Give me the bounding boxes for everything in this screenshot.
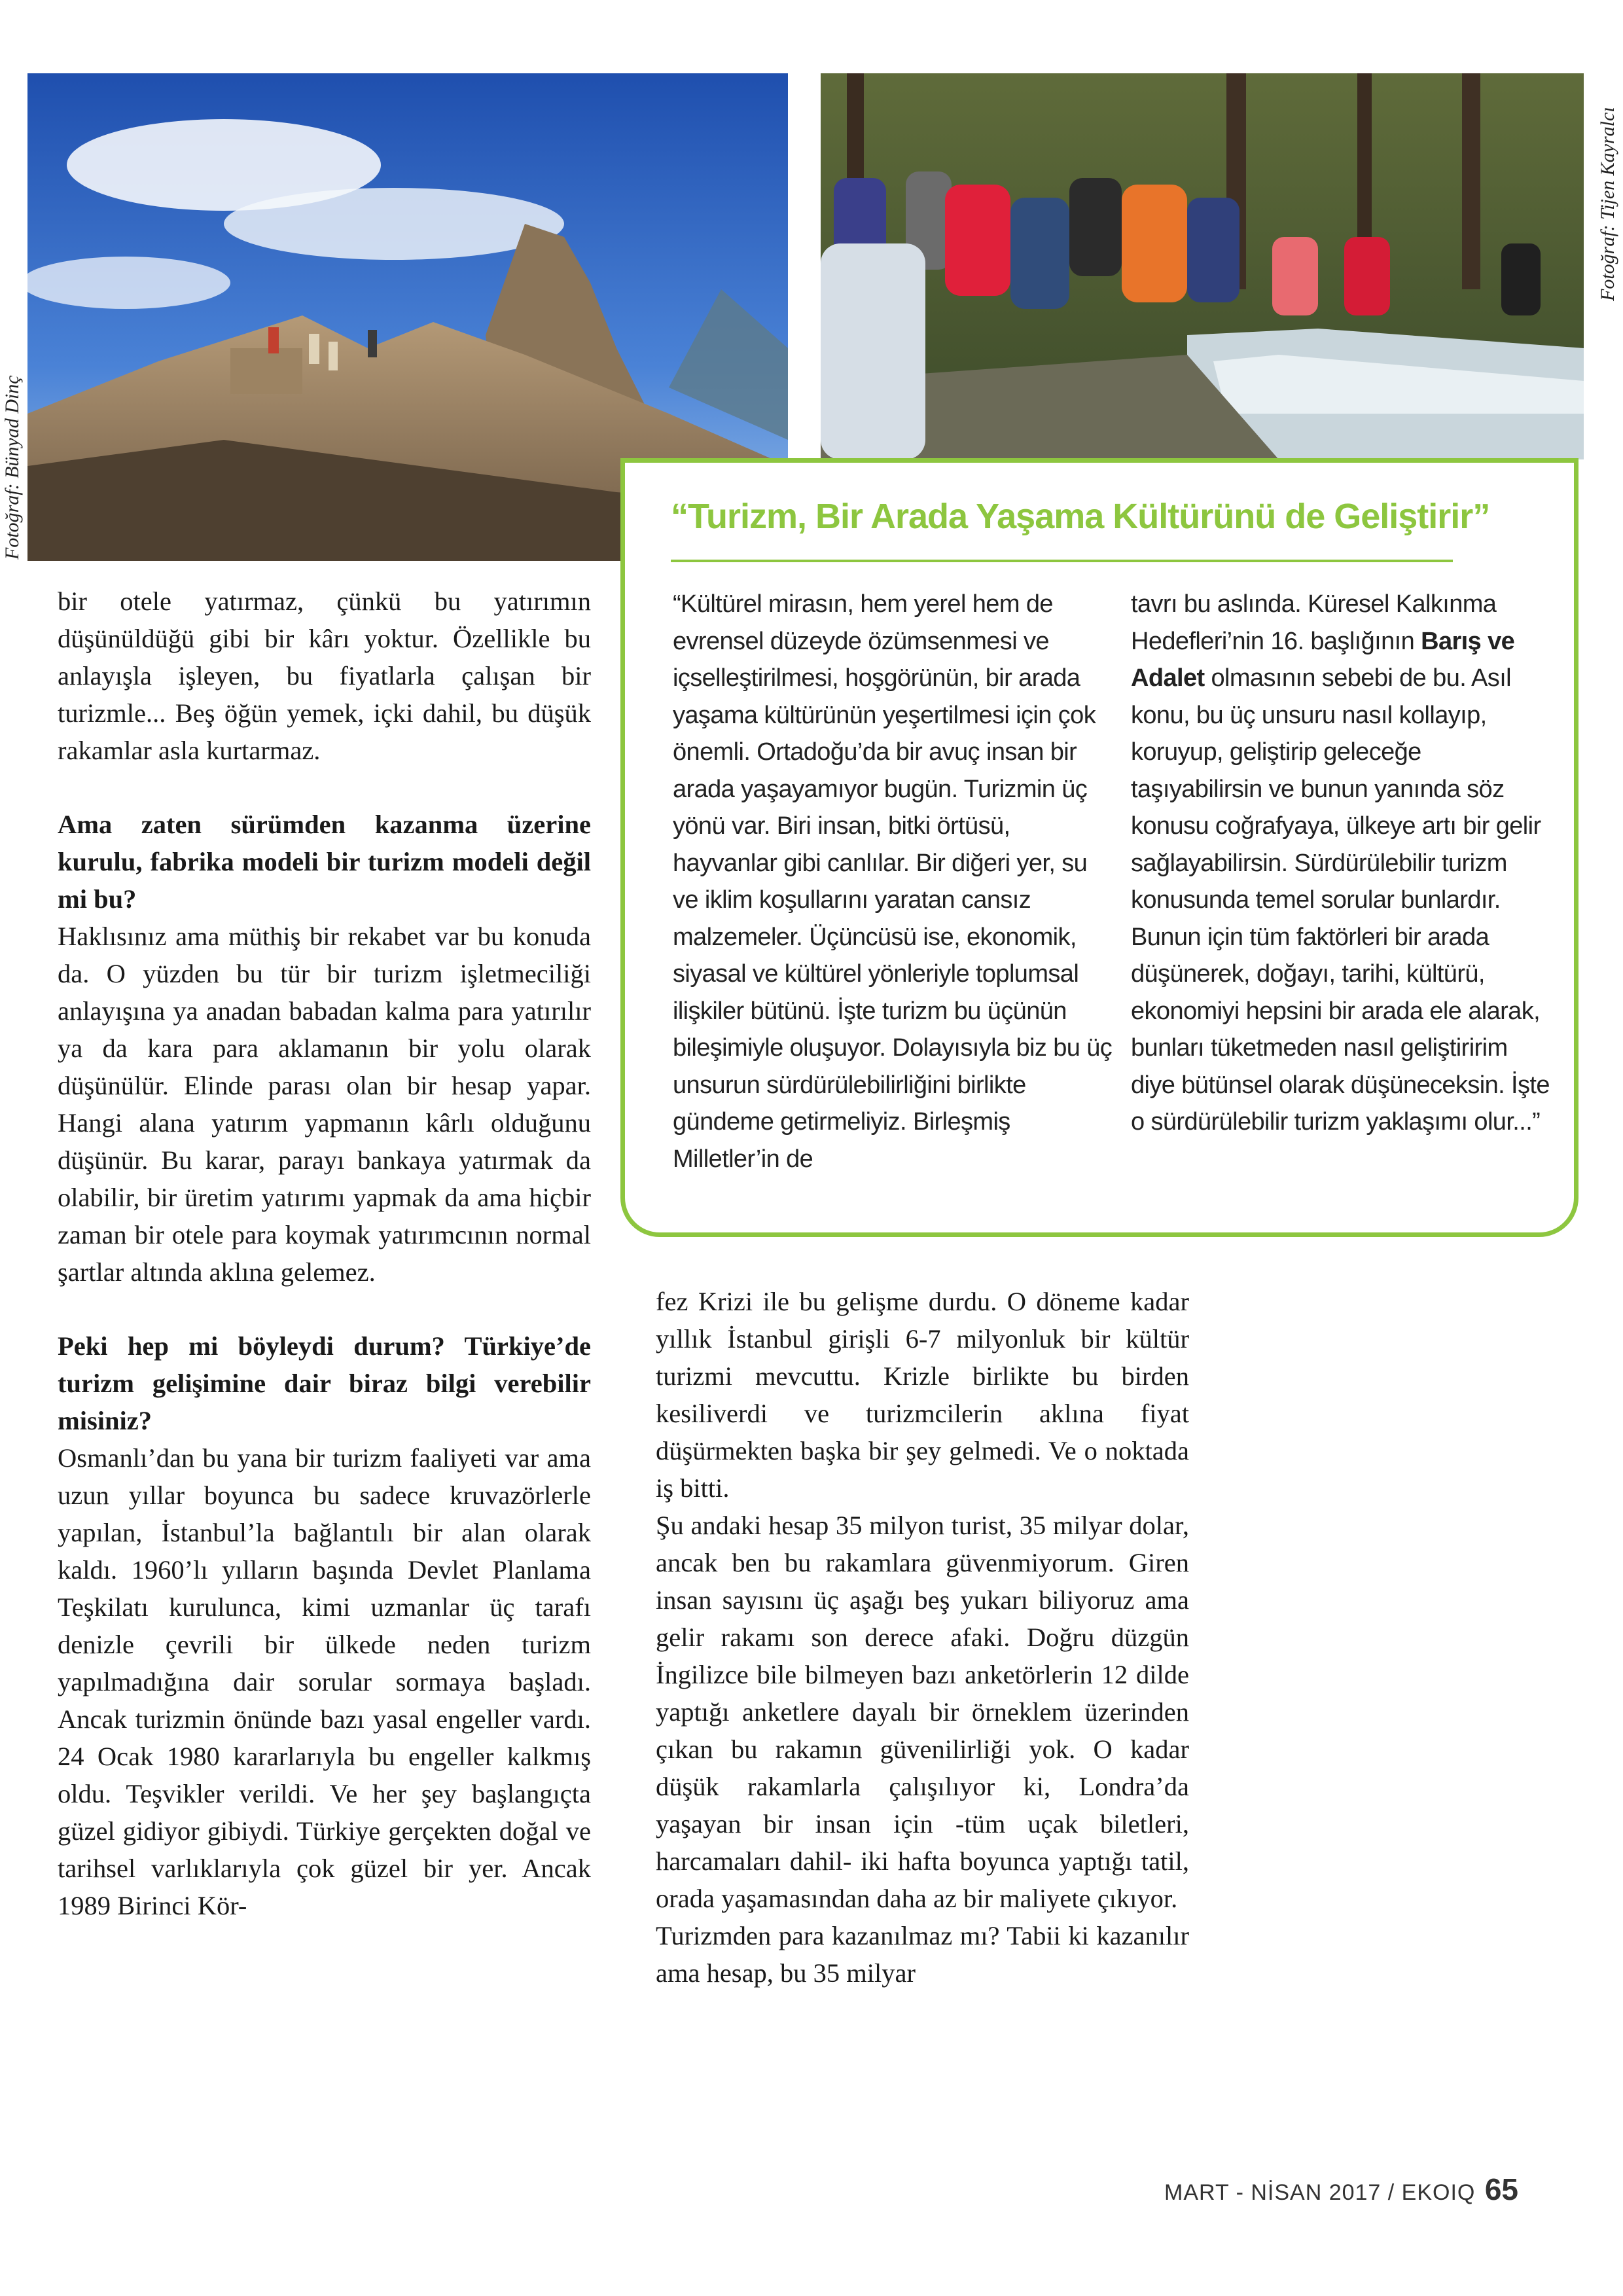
article-column-left (58, 583, 591, 1924)
page-footer (1164, 2172, 1518, 2207)
page-number: 65 (1484, 2172, 1518, 2206)
paragraph: bir otele yatırmaz, çünkü bu yatırımın düşünüldüğü gibi bir kârı yoktur. Özellikle bu anlayışla işleyen, bu fiyatlarla çalışan bir turizmle... Beş öğün yemek, içki dahil, bu düşük rakamlar asla kurtarmaz. (58, 586, 591, 765)
callout-column-1 (673, 586, 1118, 1177)
issue-label: MART - NİSAN 2017 / EKOIQ (1164, 2180, 1476, 2205)
paragraph: fez Krizi ile bu gelişme durdu. O döneme kadar yıllık İstanbul girişli 6-7 milyonluk bir kültür turizmi mevcuttu. Krizle birlikte bu birden kesiliverdi ve turizmcilerin aklına fiyat düşürmekten başka bir şey gelmedi. Ve o noktada iş bitti. (656, 1287, 1189, 1503)
paragraph: Osmanlı’dan bu yana bir turizm faaliyeti var ama uzun yıllar boyunca bu sadece kruvazörlerle yapılan, İstanbul’la bağlantılı bir alan olarak kaldı. 1960’lı yılların başında Devlet Planlama Teşkilatı kurulunca, kimi uzmanlar üç tarafı denizle çevrili bir ülkede neden turizm yapılmadığına dair sorular sormaya başladı. Ancak turizmin önünde bazı yasal engeller vardı. 24 Ocak 1980 kararlarıyla bu engeller kalkmış oldu. Teşvikler verildi. Ve her şey başlangıçta güzel gidiyor gibiydi. Türkiye gerçekten doğal ve tarihsel varlıklarıyla çok güzel bir yer. Ancak 1989 Birinci Kör- (58, 1443, 591, 1920)
callout-title-underline (671, 560, 1453, 562)
callout-column-2 (1131, 586, 1556, 1141)
interview-question: Peki hep mi böyleydi durum? Türkiye’de turizm gelişimine dair biraz bilgi verebilir misiniz? (58, 1331, 591, 1435)
interview-question: Ama zaten sürümden kazanma üzerine kurulu, fabrika modeli bir turizm modeli değil mi bu? (58, 810, 591, 914)
paragraph: Turizmden para kazanılmaz mı? Tabii ki kazanılır ama hesap, bu 35 milyar (656, 1921, 1189, 1988)
callout-text-part: tavrı bu aslında. Küresel Kalkınma Hedefleri’nin 16. başlığının (1131, 590, 1497, 655)
callout-bold-text: Barış ve Adalet (1131, 627, 1515, 692)
callout-top-border (620, 458, 1578, 463)
callout-text: “Kültürel mirasın, hem yerel hem de evrensel düzeyde özümsenmesi ve içselleştirilmesi, hoşgörünün, bir arada yaşama kültürünün yeşertilmesi için çok önemli. Ortadoğu’da bir avuç insan bir arada yaşayamıyor bugün. Turizmin üç yönü var. Biri insan, bitki örtüsü, hayvanlar gibi canlılar. Bir diğeri yer, su ve iklim koşullarını yaratan cansız malzemeler. Üçüncüsü ise, ekonomik, siyasal ve kültürel yönleriyle toplumsal ilişkiler bütünü. İşte turizm bu üçünün bileşimiyle oluşuyor. Dolayısıyla biz bu üç unsurun sürdürülebilirliğini birlikte gündeme getirmeliyiz. Birleşmiş Milletler’in de (673, 590, 1113, 1173)
photo-credit-left: Fotoğraf: Bünyad Dinç (1, 375, 23, 560)
callout-text: Bunun için tüm faktörleri bir arada düşünerek, doğayı, tarihi, kültürü, ekonomiyi hepsini bir arada ele alarak, bunları tüketmeden nasıl geliştiririm diye bütünsel olarak düşüneceksin. İşte o sürdürülebilir turizm yaklaşımı olur...” (1131, 923, 1550, 1136)
callout-title: “Turizm, Bir Arada Yaşama Kültürünü de Geliştirir” (671, 497, 1490, 536)
paragraph: Şu andaki hesap 35 milyon turist, 35 milyar dolar, ancak ben bu rakamlara güvenmiyorum. Giren insan sayısını üç aşağı beş yukarı biliyoruz ama gelir rakamı son derece afaki. Doğru düzgün İngilizce bile bilmeyen bazı anketörlerin 12 dilde yaptığı anketlere dayalı bir örneklem üzerinden çıkan bu rakamın güvenilirliği yok. O kadar düşük rakamlarla çalışılıyor ki, Londra’da yaşayan bir insan için -tüm uçak biletleri, harcamaları dahil- iki hafta boyunca yaptığı tatil, orada yaşamasından daha az bir maliyete çıkıyor. (656, 1511, 1189, 1913)
photo-hikers-stream (821, 73, 1584, 459)
paragraph: Haklısınız ama müthiş bir rekabet var bu konuda da. O yüzden bu tür bir turizm işletmeciliği anlayışına ya anadan babadan kalma para yatırılır ya da kara para aklamanın bir yolu olarak düşünülür. Elinde parası olan bir hesap yapar. Hangi alana yatırım yapmanın kârlı olduğunu düşünür. Bu karar, parayı bankaya yatırmak da olabilir, bir üretim yatırımı yapmak da ama hiçbir zaman bir otele para koymak yatırımcının normal şartlar altında aklına gelemez. (58, 922, 591, 1287)
photo-credit-right: Fotoğraf: Tijen Kayralcı (1597, 107, 1618, 301)
article-column-middle (656, 1283, 1189, 1992)
callout-text-part: olmasının sebebi de bu. Asıl konu, bu üç unsuru nasıl kollayıp, koruyup, geliştirip geleceğe taşıyabilirsin ve bunun yanında söz konusu coğrafyaya, ülkeye artı bir gelir sağlayabilirsin. Sürdürülebilir turizm konusunda temel sorular bunlardır. (1131, 664, 1541, 914)
callout-text (1131, 586, 1556, 919)
